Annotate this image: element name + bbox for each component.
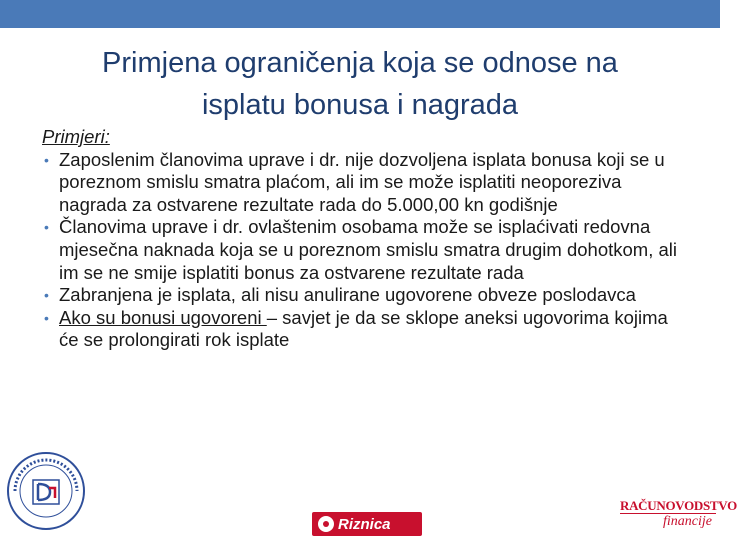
slide-title: Primjena ograničenja koja se odnose na isplatu bonusa i nagrada	[102, 47, 618, 121]
bullet-list	[42, 149, 682, 352]
bullet-icon: •	[44, 219, 49, 236]
bullet-item	[42, 284, 682, 307]
institution-seal-logo	[5, 450, 87, 532]
bullet-icon: •	[44, 151, 49, 168]
bullet-icon: •	[44, 309, 49, 326]
examples-subheading: Primjeri:	[42, 126, 110, 147]
riznica-logo-text: Riznica	[338, 515, 391, 533]
riznica-mark-icon	[318, 516, 334, 532]
racunovodstvo-logo-text: RAČUNOVODSTVO	[620, 498, 737, 513]
bullet-item	[42, 149, 682, 217]
bullet-item	[42, 307, 682, 352]
slide-content	[42, 126, 682, 352]
bullet-text: – savjet je da se sklope aneksi ugovorima kojima će se prolongirati rok isplate	[59, 306, 668, 351]
bullet-text: Zabranjena je isplata, ali nisu anulirane ugovorene obveze poslodavca	[59, 284, 636, 306]
top-color-band	[0, 0, 720, 28]
racunovodstvo-logo	[620, 498, 737, 538]
bullet-text: Članovima uprave i dr. ovlaštenim osobama može se isplaćivati redovna mjesečna naknada koja se u poreznom smislu smatra drugim dohotkom, ali im se ne smije isplatiti bonus za ostvarene rezultate rada	[59, 216, 677, 283]
riznica-logo	[312, 512, 422, 536]
bullet-icon: •	[44, 287, 49, 304]
bullet-text: Zaposlenim članovima uprave i dr. nije dozvoljena isplata bonusa koji se u poreznom smislu smatra plaćom, ali im se može isplatiti neoporeziva nagrada za ostvarene rezultate rada do 5.000,00 kn godišnje	[59, 148, 665, 215]
financije-logo-text: financije	[663, 514, 712, 529]
bullet-underlined-text: Ako su bonusi ugovoreni	[59, 306, 267, 328]
bullet-item	[42, 216, 682, 284]
